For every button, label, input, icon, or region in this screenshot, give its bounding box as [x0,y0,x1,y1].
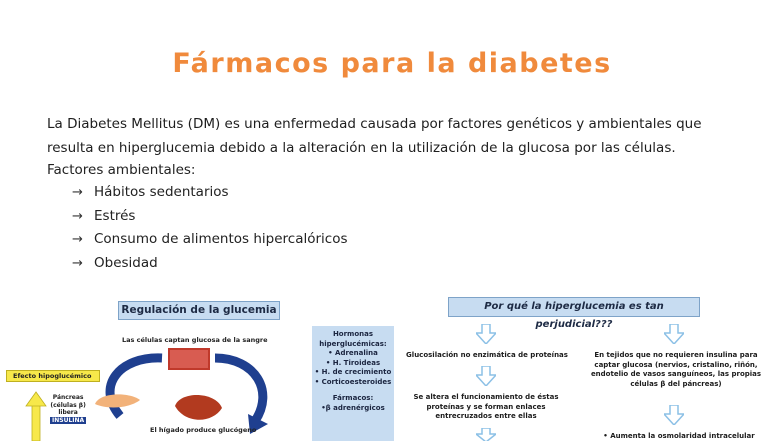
blood-cells-texture [170,350,208,368]
pancreas-line: libera [58,409,78,416]
arrow-down-icon [664,405,684,425]
pancreas-line: INSULINA [52,416,85,424]
insulin-independent-tissues-text: En tejidos que no requieren insulina para captar glucosa (nervios, cristalino, riñón, endotelio de vasos sanguíneos, las propias células β del páncreas) [590,351,762,388]
arrow-down-icon [664,324,684,344]
pancreas-line: Páncreas [52,394,84,401]
arrow-right-icon: → [72,185,83,200]
hormones-box [312,326,394,441]
arrow-down-icon [476,324,496,344]
factor-label: Hábitos sedentarios [94,184,229,200]
hypo-arrow-shaft [32,404,40,441]
pancreas-line: (células β) [50,401,86,409]
hormone-item: • H. Tiroideas [325,358,381,367]
hormones-heading: hiperglucémicas: [319,339,387,348]
glycosylation-text: Glucosilación no enzimática de proteínas [406,351,568,359]
glucose-figure-title: Regulación de la glucemia [118,301,280,320]
arrow-right-icon: → [72,255,83,271]
protein-alteration-text: Se altera el funcionamiento de éstas proteínas y se forman enlaces entrecruzados entre ellas [413,393,559,420]
list-item [72,181,348,205]
factor-list [72,181,348,275]
list-item [72,252,348,276]
arrow-right-icon: → [72,232,83,247]
drug-item: •β adrenérgicos [321,403,385,412]
hormone-item: • H. de crecimiento [314,368,392,376]
factor-label: Obesidad [94,254,158,271]
pancreas-label [50,394,86,424]
list-item [72,205,348,229]
liver-icon [175,395,222,420]
hyperglycemia-figure-title: Por qué la hiperglucemia es tan perjudicial??? [448,297,700,317]
arrow-down-icon [476,428,496,441]
arrow-down-icon [476,366,496,386]
osmolarity-text: • Aumenta la osmolaridad intracelular [603,432,755,440]
liver-caption: El hígado produce glucógeno [150,426,257,434]
factors-heading: Factores ambientales: [47,162,196,178]
list-item [72,228,348,252]
hormones-heading: Hormonas [332,330,374,338]
glucose-regulation-figure [0,296,305,441]
cycle-arrow-right [215,358,263,421]
hypoglycemic-label: Efecto hipoglucémico [6,370,100,382]
page-title: Fármacos para la diabetes [172,48,612,79]
intro-paragraph: La Diabetes Mellitus (DM) es una enfermedad causada por factores genéticos y ambientales que resulta en hiperglucemia debido a la alteración en la utilización de la glucosa por las células. [47,116,702,156]
hormone-item: • Adrenalina [328,349,378,357]
pancreas-icon [95,394,140,407]
factor-label: Estrés [94,207,136,224]
hormone-item: • Corticoesteroides [314,377,392,386]
arrow-right-icon: → [72,208,83,224]
factor-label: Consumo de alimentos hipercalóricos [94,231,348,247]
drugs-heading: Fármacos: [332,394,374,402]
arrow-up-icon [26,392,46,406]
cells-caption: Las células captan glucosa de la sangre [122,336,268,344]
